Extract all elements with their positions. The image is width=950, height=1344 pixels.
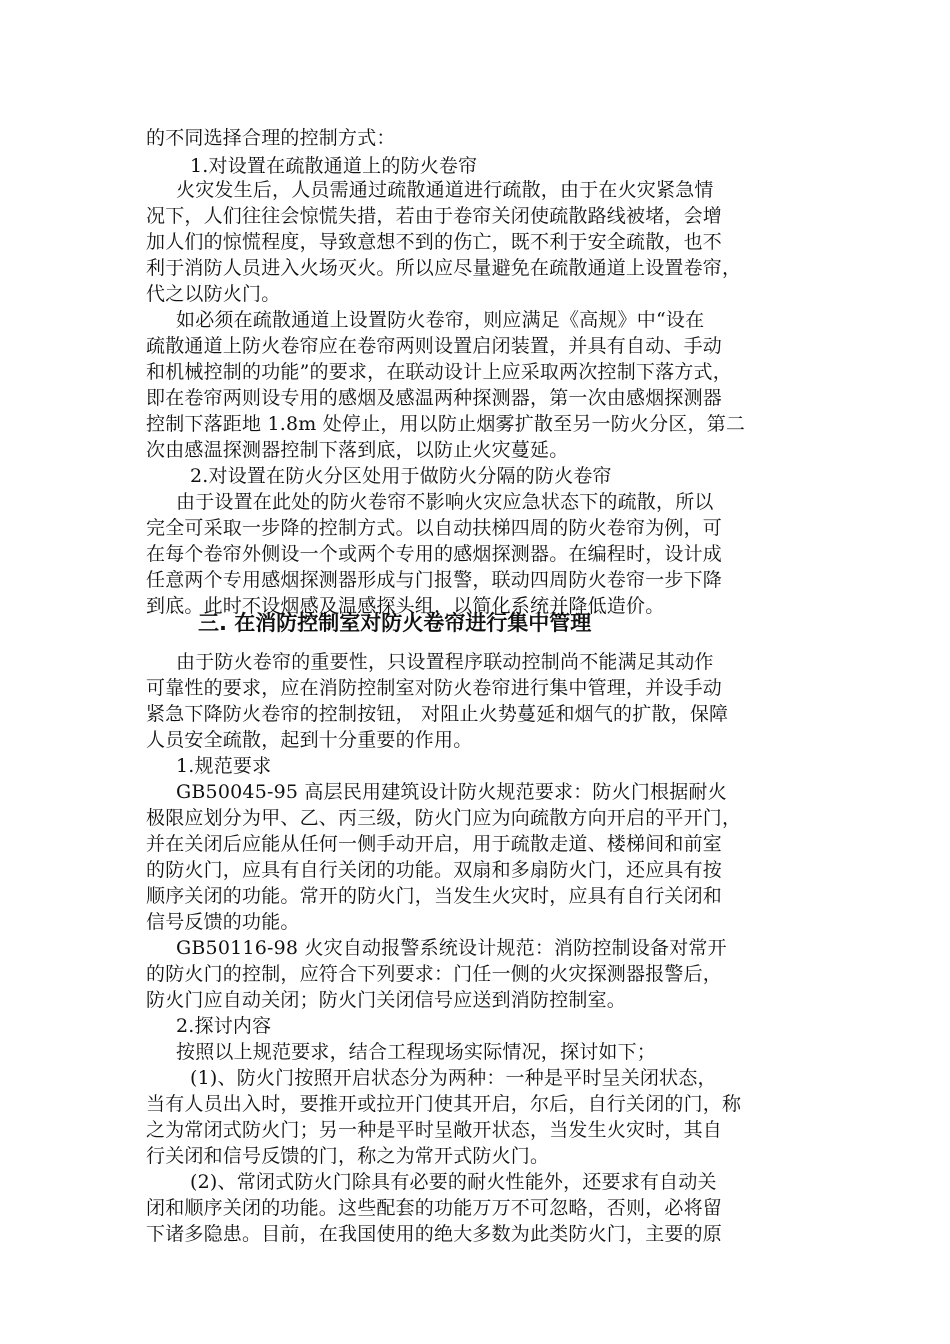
section-heading: 三. 在消防控制室对防火卷帘进行集中管理 <box>198 611 592 635</box>
paragraph-line: 信号反馈的功能。 <box>146 911 300 933</box>
paragraph-line: 人员安全疏散，起到十分重要的作用。 <box>146 729 473 751</box>
paragraph-line: 的防火门，应具有自行关闭的功能。双扇和多扇防火门，还应具有按 <box>146 859 723 881</box>
paragraph-line: (2)、常闭式防火门除具有必要的耐火性能外，还要求有自动关 <box>190 1171 717 1193</box>
paragraph-line: 如必须在疏散通道上设置防火卷帘，则应满足《高规》中“设在 <box>176 309 705 331</box>
paragraph-line: 行关闭和信号反馈的门，称之为常开式防火门。 <box>146 1145 550 1167</box>
paragraph-line: 顺序关闭的功能。常开的防火门，当发生火灾时，应具有自行关闭和 <box>146 885 723 907</box>
paragraph-line: 即在卷帘两则设专用的感烟及感温两种探测器，第一次由感烟探测器 <box>146 387 723 409</box>
paragraph-line: 完全可采取一步降的控制方式。以自动扶梯四周的防火卷帘为例，可 <box>146 517 723 539</box>
paragraph-line: 任意两个专用感烟探测器形成与门报警，联动四周防火卷帘一步下降 <box>146 569 723 591</box>
paragraph-line: 由于防火卷帘的重要性，只设置程序联动控制尚不能满足其动作 <box>176 651 714 673</box>
paragraph-line: 和机械控制的功能”的要求，在联动设计上应采取两次控制下落方式， <box>146 361 732 383</box>
subheading-line: 2.探讨内容 <box>176 1015 272 1037</box>
paragraph-line: GB50116-98 火灾自动报警系统设计规范：消防控制设备对常开 <box>176 937 727 959</box>
paragraph-line: 紧急下降防火卷帘的控制按钮， 对阻止火势蔓延和烟气的扩散，保障 <box>146 703 729 725</box>
subheading-line: 1.对设置在疏散通道上的防火卷帘 <box>190 155 478 177</box>
paragraph-line: 的不同选择合理的控制方式： <box>146 127 396 149</box>
paragraph-line: 极限应划分为甲、乙、丙三级，防火门应为向疏散方向开启的平开门， <box>146 807 742 829</box>
paragraph-line: 疏散通道上防火卷帘应在卷帘两则设置启闭装置，并具有自动、手动 <box>146 335 723 357</box>
subheading-line: 2.对设置在防火分区处用于做防火分隔的防火卷帘 <box>190 465 612 487</box>
paragraph-line: 利于消防人员进入火场灭火。所以应尽量避免在疏散通道上设置卷帘， <box>146 257 742 279</box>
paragraph-line: 下诸多隐患。目前，在我国使用的绝大多数为此类防火门，主要的原 <box>146 1223 723 1245</box>
subheading-line: 1.规范要求 <box>176 755 272 777</box>
paragraph-line: GB50045-95 高层民用建筑设计防火规范要求：防火门根据耐火 <box>176 781 727 803</box>
paragraph-line: 闭和顺序关闭的功能。这些配套的功能万万不可忽略，否则，必将留 <box>146 1197 723 1219</box>
paragraph-line: 并在关闭后应能从任何一侧手动开启，用于疏散走道、楼梯间和前室 <box>146 833 723 855</box>
paragraph-line: 当有人员出入时，要推开或拉开门使其开启，尔后，自行关闭的门，称 <box>146 1093 742 1115</box>
paragraph-line: 防火门应自动关闭；防火门关闭信号应送到消防控制室。 <box>146 989 627 1011</box>
paragraph-line: 代之以防火门。 <box>146 283 281 305</box>
paragraph-line: 况下，人们往往会惊慌失措，若由于卷帘关闭使疏散路线被堵，会增 <box>146 205 723 227</box>
paragraph-line: 加人们的惊慌程度，导致意想不到的伤亡，既不利于安全疏散，也不 <box>146 231 723 253</box>
paragraph-line: 到底。此时不设烟感及温感探头组，以简化系统并降低造价。 <box>146 595 665 617</box>
paragraph-line: 之为常闭式防火门；另一种是平时呈敞开状态，当发生火灾时，其自 <box>146 1119 723 1141</box>
paragraph-line: 次由感温探测器控制下落到底，以防止火灾蔓延。 <box>146 439 569 461</box>
paragraph-line: 可靠性的要求，应在消防控制室对防火卷帘进行集中管理，并设手动 <box>146 677 723 699</box>
paragraph-line: 在每个卷帘外侧设一个或两个专用的感烟探测器。在编程时，设计成 <box>146 543 723 565</box>
paragraph-line: 火灾发生后，人员需通过疏散通道进行疏散，由于在火灾紧急情 <box>176 179 714 201</box>
paragraph-line: 控制下落距地 1.8m 处停止，用以防止烟雾扩散至另一防火分区，第二 <box>146 413 746 435</box>
paragraph-line: 按照以上规范要求，结合工程现场实际情况，探讨如下； <box>176 1041 657 1063</box>
paragraph-line: (1)、防火门按照开启状态分为两种：一种是平时呈关闭状态， <box>190 1067 717 1089</box>
paragraph-line: 的防火门的控制，应符合下列要求：门任一侧的火灾探测器报警后， <box>146 963 723 985</box>
paragraph-line: 由于设置在此处的防火卷帘不影响火灾应急状态下的疏散，所以 <box>176 491 714 513</box>
